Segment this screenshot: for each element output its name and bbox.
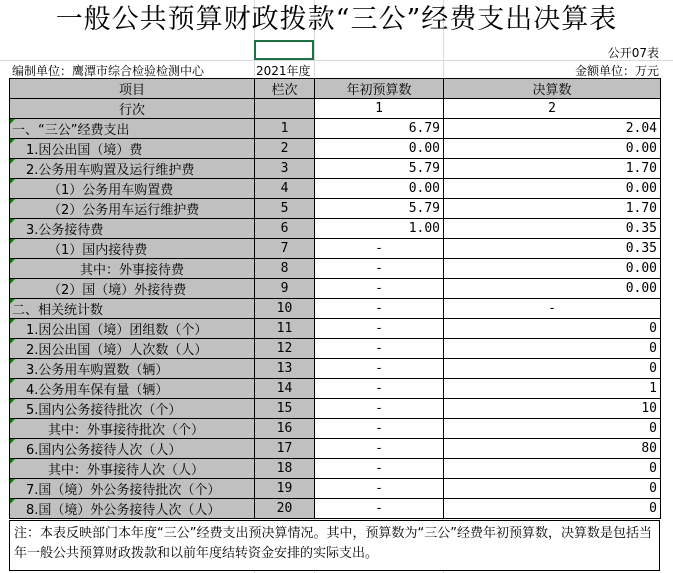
table-row [10, 139, 661, 159]
budget-cell[interactable]: - [315, 499, 444, 519]
row-number-cell[interactable]: 11 [255, 319, 315, 339]
cell-marker-icon [10, 159, 15, 164]
header-final[interactable]: 决算数 [444, 79, 661, 99]
final-cell[interactable]: 0.35 [444, 239, 661, 259]
header-blank[interactable] [255, 99, 315, 119]
budget-cell[interactable]: - [315, 279, 444, 299]
row-label-cell[interactable] [10, 479, 255, 499]
cell-marker-icon [10, 339, 15, 344]
row-number-cell[interactable]: 4 [255, 179, 315, 199]
budget-cell[interactable]: - [315, 299, 444, 319]
table-row [10, 219, 661, 239]
header-final-index[interactable]: 2 [444, 99, 661, 119]
row-label-cell[interactable] [10, 139, 255, 159]
cell-marker-icon [10, 359, 15, 364]
budget-cell[interactable]: - [315, 319, 444, 339]
budget-cell[interactable]: 1.00 [315, 219, 444, 239]
table-row [10, 239, 661, 259]
row-label: 其中：外事接待批次（个） [48, 423, 205, 438]
header-item[interactable]: 项目 [10, 79, 255, 99]
table-row [10, 159, 661, 179]
row-label-cell[interactable] [10, 239, 255, 259]
table-code: 公开07表 [607, 46, 659, 60]
row-number-cell[interactable]: 3 [255, 159, 315, 179]
row-number-cell[interactable]: 16 [255, 419, 315, 439]
row-number-cell[interactable]: 14 [255, 379, 315, 399]
row-number-cell[interactable]: 1 [255, 119, 315, 139]
row-number-cell[interactable]: 12 [255, 339, 315, 359]
cell-marker-icon [10, 319, 15, 324]
row-label: 其中：外事接待费 [80, 263, 185, 278]
row-label-cell[interactable] [10, 119, 255, 139]
budget-cell[interactable]: - [315, 359, 444, 379]
header-row-label[interactable]: 行次 [10, 99, 255, 119]
row-number-cell[interactable]: 18 [255, 459, 315, 479]
final-cell[interactable]: 0 [444, 459, 661, 479]
table-row [10, 479, 661, 499]
row-label-cell[interactable] [10, 439, 255, 459]
cell-marker-icon [10, 259, 15, 264]
row-label-cell[interactable] [10, 499, 255, 519]
row-number-cell[interactable]: 13 [255, 359, 315, 379]
cell-marker-icon [10, 179, 15, 184]
row-label: （2）国（境）外接待费 [48, 283, 187, 298]
cell-marker-icon [10, 419, 15, 424]
row-label: 二、相关统计数 [12, 303, 104, 318]
sheet-title: 一般公共预算财政拨款“三公”经费支出决算表 [55, 4, 618, 35]
final-cell[interactable]: 0 [444, 499, 661, 519]
unit-label: 编制单位：鹰潭市综合检验检测中心 [12, 64, 205, 78]
table-row [10, 259, 661, 279]
cell-marker-icon [10, 139, 15, 144]
budget-cell[interactable]: - [315, 239, 444, 259]
table-row [10, 459, 661, 479]
selected-cell[interactable] [254, 40, 314, 60]
row-label: 6.国内公务接待人次（人） [26, 443, 182, 458]
final-cell[interactable]: 1.70 [444, 199, 661, 219]
row-label: 5.国内公务接待批次（个） [26, 403, 182, 418]
table-row [10, 339, 661, 359]
table-row [10, 299, 661, 319]
cell-marker-icon [10, 239, 15, 244]
final-cell[interactable]: 0 [444, 319, 661, 339]
final-cell[interactable]: 10 [444, 399, 661, 419]
budget-cell[interactable]: 5.79 [315, 199, 444, 219]
final-cell[interactable]: - [444, 299, 661, 319]
budget-cell[interactable]: - [315, 259, 444, 279]
table-row [10, 399, 661, 419]
row-label-cell[interactable] [10, 419, 255, 439]
table-row [10, 359, 661, 379]
cell-marker-icon [10, 199, 15, 204]
row-number-cell[interactable]: 7 [255, 239, 315, 259]
table-row [10, 319, 661, 339]
row-number-cell[interactable]: 2 [255, 139, 315, 159]
row-label: 3.公务用车购置数（辆） [26, 363, 169, 378]
header-budget[interactable]: 年初预算数 [315, 79, 444, 99]
cell-marker-icon [10, 379, 15, 384]
final-cell[interactable]: 0 [444, 339, 661, 359]
table-row [10, 279, 661, 299]
budget-cell[interactable]: - [315, 439, 444, 459]
final-cell[interactable]: 80 [444, 439, 661, 459]
row-number-cell[interactable]: 9 [255, 279, 315, 299]
table-row [10, 199, 661, 219]
final-cell[interactable]: 2.04 [444, 119, 661, 139]
budget-cell[interactable]: - [315, 479, 444, 499]
row-label-cell[interactable] [10, 319, 255, 339]
row-number-cell[interactable]: 10 [255, 299, 315, 319]
row-number-cell[interactable]: 5 [255, 199, 315, 219]
header-col-no[interactable]: 栏次 [255, 79, 315, 99]
budget-cell[interactable]: - [315, 379, 444, 399]
final-cell[interactable]: 0.35 [444, 219, 661, 239]
budget-cell[interactable]: - [315, 399, 444, 419]
row-label-cell[interactable] [10, 339, 255, 359]
row-label: （2）公务用车运行维护费 [48, 203, 200, 218]
table-row [10, 439, 661, 459]
final-cell[interactable]: 0.00 [444, 279, 661, 299]
row-label: 8.国（境）外公务接待人次（人） [26, 503, 221, 518]
row-label-cell[interactable] [10, 359, 255, 379]
row-label-cell[interactable] [10, 159, 255, 179]
row-number-cell[interactable]: 6 [255, 219, 315, 239]
row-label-cell[interactable] [10, 459, 255, 479]
cell-marker-icon [10, 399, 15, 404]
row-label: 1.因公出国（境）团组数（个） [26, 323, 208, 338]
budget-cell[interactable]: - [315, 459, 444, 479]
table-row [10, 379, 661, 399]
final-cell[interactable]: 0.00 [444, 139, 661, 159]
row-label-cell[interactable] [10, 279, 255, 299]
row-label: 一、“三公”经费支出 [12, 123, 130, 138]
row-label: 1.因公出国（境）费 [26, 143, 143, 158]
row-label: 7.国（境）外公务接待批次（个） [26, 483, 221, 498]
row-label-cell[interactable] [10, 379, 255, 399]
money-unit: 金额单位：万元 [574, 64, 659, 78]
expense-table [9, 78, 661, 519]
cell-marker-icon [10, 299, 15, 304]
budget-cell[interactable]: - [315, 339, 444, 359]
row-number-cell[interactable]: 15 [255, 399, 315, 419]
final-cell[interactable]: 0.00 [444, 259, 661, 279]
footnote: 注：本表反映部门本年度“三公”经费支出预决算情况。其中，预算数为“三公”经费年初预算数，决算数是包括当年一般公共预算财政拨款和以前年度结转资金安排的实际支出。 [9, 520, 660, 571]
row-number-cell[interactable]: 20 [255, 499, 315, 519]
header-budget-index[interactable]: 1 [315, 99, 444, 119]
row-number-cell[interactable]: 19 [255, 479, 315, 499]
budget-cell[interactable]: 5.79 [315, 159, 444, 179]
row-label: 2.因公出国（境）人次数（人） [26, 343, 208, 358]
row-label-cell[interactable] [10, 219, 255, 239]
final-cell[interactable]: 0.00 [444, 179, 661, 199]
grid-line [0, 60, 673, 61]
row-label: 其中：外事接待人次（人） [48, 463, 205, 478]
budget-cell[interactable]: - [315, 419, 444, 439]
cell-marker-icon [10, 479, 15, 484]
row-number-cell[interactable]: 17 [255, 439, 315, 459]
final-cell[interactable]: 0 [444, 419, 661, 439]
cell-marker-icon [10, 219, 15, 224]
row-label: （1）国内接待费 [48, 243, 148, 258]
row-number-cell[interactable]: 8 [255, 259, 315, 279]
table-row [10, 499, 661, 519]
budget-cell[interactable]: 0.00 [315, 179, 444, 199]
cell-marker-icon [10, 279, 15, 284]
final-cell[interactable]: 0 [444, 479, 661, 499]
cell-marker-icon [10, 499, 15, 504]
budget-cell[interactable]: 6.79 [315, 119, 444, 139]
final-cell[interactable]: 0 [444, 359, 661, 379]
table-row [10, 179, 661, 199]
budget-cell[interactable]: 0.00 [315, 139, 444, 159]
cell-marker-icon [10, 119, 15, 124]
cell-marker-icon [10, 459, 15, 464]
row-label: 4.公务用车保有量（辆） [26, 383, 169, 398]
table-row [10, 419, 661, 439]
row-label: 2.公务用车购置及运行维护费 [26, 163, 195, 178]
row-label-cell[interactable] [10, 199, 255, 219]
table-row [10, 119, 661, 139]
final-cell[interactable]: 1 [444, 379, 661, 399]
row-label: （1）公务用车购置费 [48, 183, 174, 198]
cell-marker-icon [10, 439, 15, 444]
row-label-cell[interactable] [10, 179, 255, 199]
row-label-cell[interactable] [10, 299, 255, 319]
year-label: 2021年度 [256, 64, 311, 78]
final-cell[interactable]: 1.70 [444, 159, 661, 179]
row-label-cell[interactable] [10, 259, 255, 279]
row-label-cell[interactable] [10, 399, 255, 419]
row-label: 3.公务接待费 [26, 223, 104, 238]
